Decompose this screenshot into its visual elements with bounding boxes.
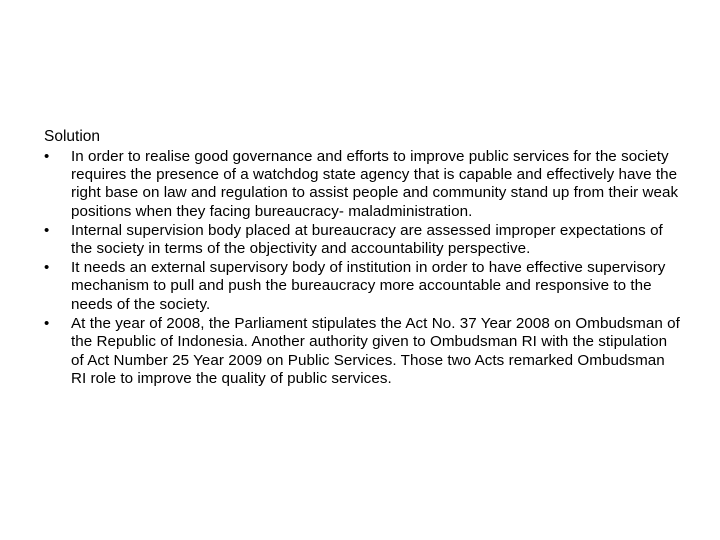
bullet-text: At the year of 2008, the Parliament stipulates the Act No. 37 Year 2008 on Ombudsman of the Republic of Indonesia. Another authority given to Ombudsman RI with the stipulation of Act Number 25 Year 2009 on Public Services. Those two Acts remarked Ombudsman RI role to improve the quality of public services.	[71, 314, 680, 387]
bullet-icon: •	[44, 314, 50, 332]
slide-content	[44, 127, 680, 389]
bullet-icon: •	[44, 259, 50, 277]
bullet-text: Internal supervision body placed at bureaucracy are assessed improper expectations of the society in terms of the objectivity and accountability perspective.	[71, 221, 663, 258]
bullet-item	[44, 222, 680, 259]
bullet-text: In order to realise good governance and efforts to improve public services for the society requires the presence of a watchdog state agency that is capable and effectively have the right base on law and regulation to assist people and community stand up from their weak positions when they facing bureaucracy- maladministration.	[71, 147, 679, 220]
bullet-text: It needs an external supervisory body of institution in order to have effective supervisory mechanism to pull and push the bureaucracy more accountable and responsive to the needs of the society.	[71, 259, 666, 313]
bullet-icon: •	[44, 147, 50, 165]
bullet-item	[44, 315, 680, 389]
slide-heading: Solution	[44, 128, 101, 145]
bullet-item	[44, 259, 680, 314]
bullet-icon: •	[44, 221, 50, 239]
bullet-list	[44, 148, 680, 389]
bullet-item	[44, 148, 680, 222]
